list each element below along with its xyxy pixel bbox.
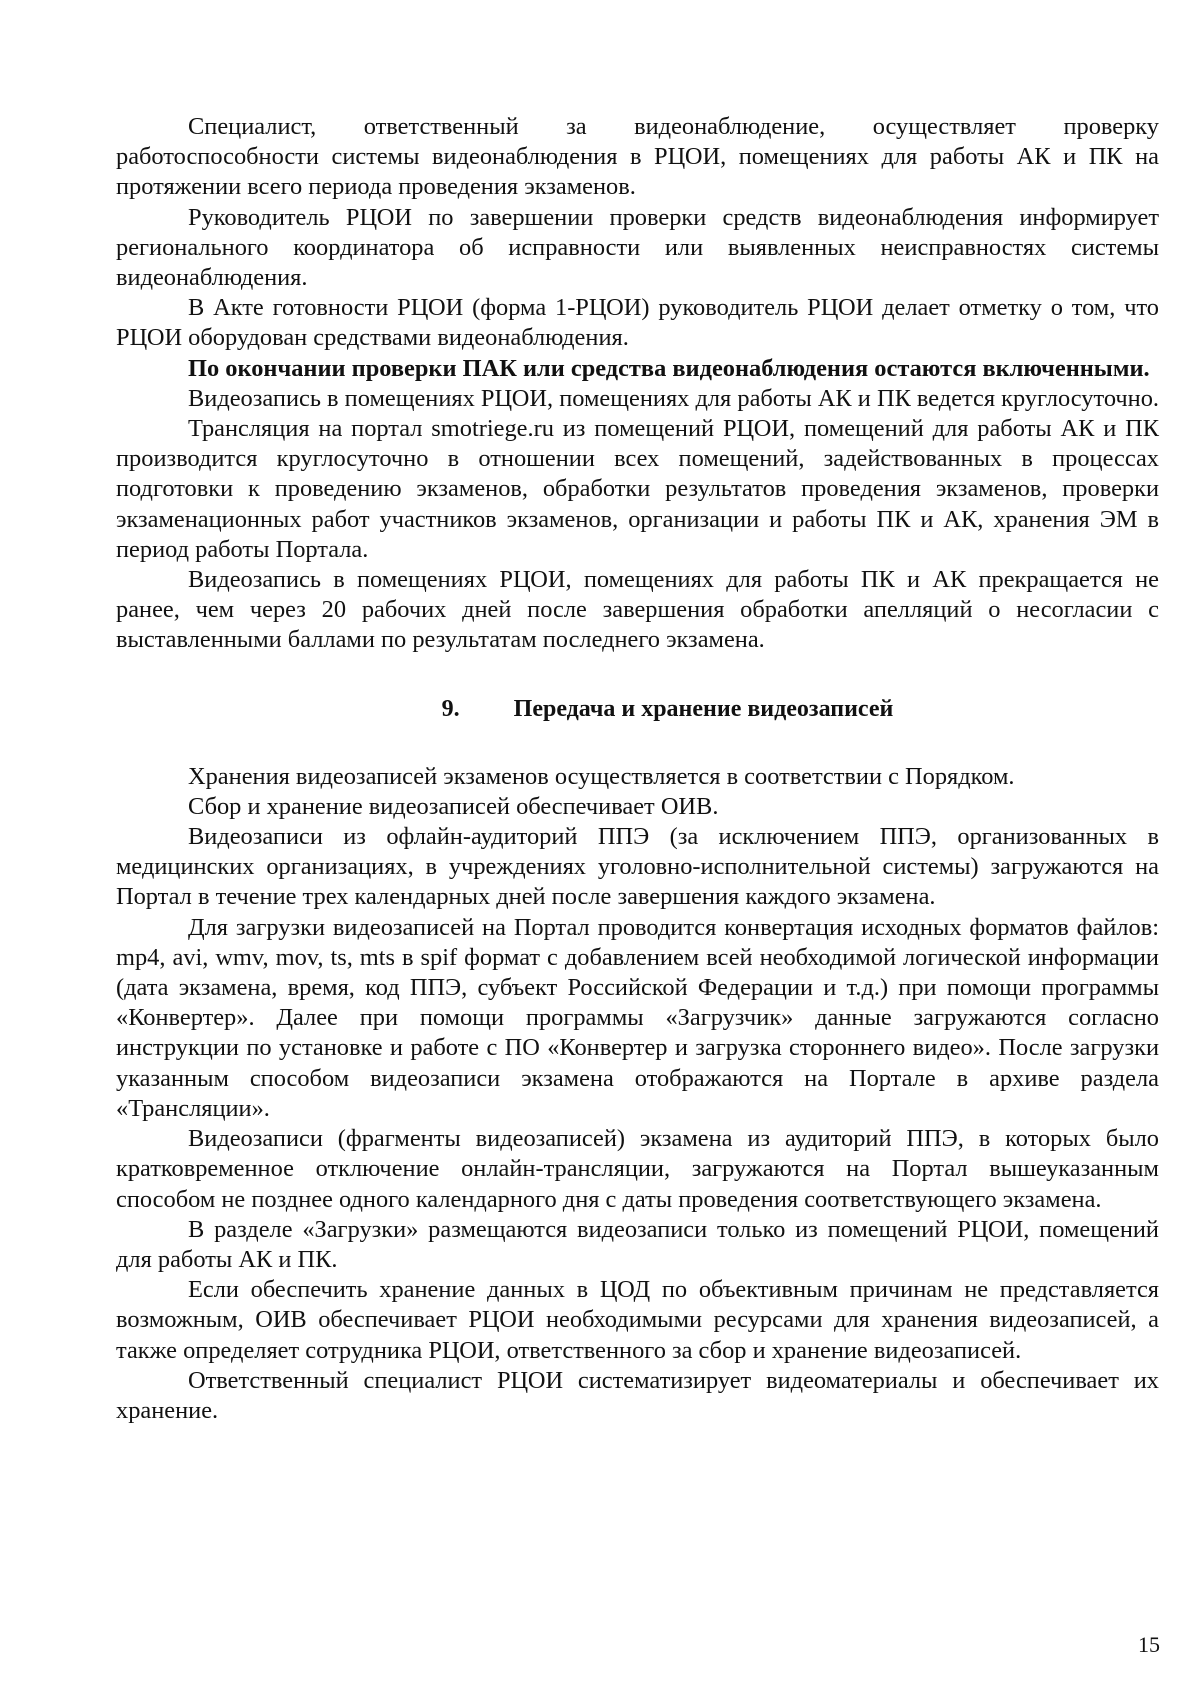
- paragraph: В Акте готовности РЦОИ (форма 1-РЦОИ) руководитель РЦОИ делает отметку о том, что РЦОИ оборудован средствами видеонаблюдения.: [116, 294, 1159, 352]
- paragraph: Видеозапись в помещениях РЦОИ, помещениях для работы ПК и АК прекращается не ранее, чем через 20 рабочих дней после завершения обработки апелляций о несогласии с выставленными баллами по результатам последнего экзамена.: [116, 566, 1159, 654]
- paragraph: Ответственный специалист РЦОИ систематизирует видеоматериалы и обеспечивает их хранение.: [116, 1366, 1159, 1424]
- section-title: Передача и хранение видеозаписей: [513, 695, 894, 722]
- paragraph: Если обеспечить хранение данных в ЦОД по объективным причинам не представляется возможным, ОИВ обеспечивает РЦОИ необходимыми ресурсами для хранения видеозаписей, а также определяет сотрудника РЦОИ, ответственного за сбор и хранение видеозаписей.: [116, 1276, 1159, 1364]
- paragraph-group-top: [116, 112, 1159, 656]
- paragraph: По окончании проверки ПАК или средства видеонаблюдения остаются включенными.: [188, 354, 1150, 382]
- paragraph: Трансляция на портал smotriege.ru из помещений РЦОИ, помещений для работы АК и ПК производится круглосуточно в отношении всех помещений, задействованных в процессах подготовки к проведению экзаменов, обработки результатов проведения экзаменов, проверки экзаменационных работ участников экзаменов, организации и работы ПК и АК, хранения ЭМ в период работы Портала.: [116, 415, 1159, 563]
- paragraph: Видеозапись в помещениях РЦОИ, помещениях для работы АК и ПК ведется круглосуточно.: [188, 384, 1160, 412]
- paragraph: Сбор и хранение видеозаписей обеспечивает ОИВ.: [188, 792, 719, 820]
- paragraph-group-bottom: [116, 762, 1159, 1426]
- paragraph: Хранения видеозаписей экзаменов осуществляется в соответствии с Порядком.: [188, 762, 1015, 790]
- page-number: 15: [1138, 1632, 1160, 1657]
- paragraph: Видеозаписи (фрагменты видеозаписей) экзамена из аудиторий ППЭ, в которых было кратковременное отключение онлайн-трансляции, загружаются на Портал вышеуказанным способом не позднее одного календарного дня с даты проведения соответствующего экзамена.: [116, 1125, 1159, 1213]
- paragraph: В разделе «Загрузки» размещаются видеозаписи только из помещений РЦОИ, помещений для работы АК и ПК.: [116, 1215, 1159, 1273]
- paragraph: Видеозаписи из офлайн-аудиторий ППЭ (за исключением ППЭ, организованных в медицинских организациях, в учреждениях уголовно-исполнительной системы) загружаются на Портал в течение трех календарных дней после завершения каждого экзамена.: [116, 823, 1159, 911]
- paragraph: Руководитель РЦОИ по завершении проверки средств видеонаблюдения информирует регионального координатора об исправности или выявленных неисправностях системы видеонаблюдения.: [116, 203, 1159, 292]
- section-heading: [116, 694, 1159, 724]
- paragraph: Для загрузки видеозаписей на Портал проводится конвертация исходных форматов файлов: mp4, avi, wmv, mov, ts, mts в spif формат с добавлением всей необходимой логической информации (дата экзамена, время, код ППЭ, субъект Российской Федерации и т.д.) при помощи программы «Конвертер». Далее при помощи программы «Загрузчик» данные загружаются согласно инструкции по установке и работе с ПО «Конвертер и загрузка стороннего видео». После загрузки указанным способом видеозаписи экзамена отображаются на Портале в архиве раздела «Трансляции».: [116, 913, 1159, 1122]
- paragraph: Специалист, ответственный за видеонаблюдение, осуществляет проверку работоспособности системы видеонаблюдения в РЦОИ, помещениях для работы АК и ПК на протяжении всего периода проведения экзаменов.: [116, 113, 1159, 201]
- document-body: [116, 112, 1159, 1426]
- section-number: 9.: [441, 695, 460, 722]
